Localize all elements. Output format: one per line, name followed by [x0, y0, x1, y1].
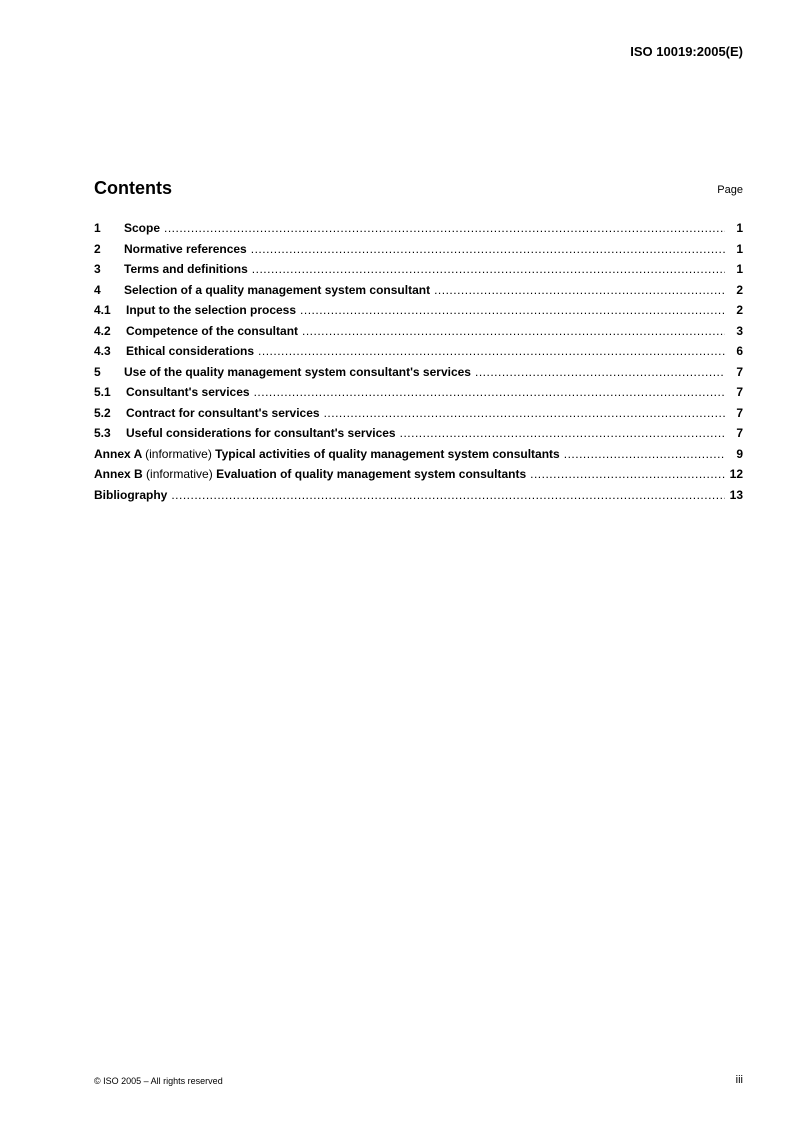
toc-entry-page: 2: [736, 282, 743, 297]
toc-entry-title: Useful considerations for consultant's services: [126, 426, 396, 440]
toc-entry-number: 3: [94, 262, 101, 276]
toc-entry-bibliography[interactable]: [94, 488, 743, 509]
footer-page-number: iii: [735, 1074, 743, 1086]
toc-entry-title: Input to the selection process: [126, 303, 297, 317]
toc-entry-annex-b[interactable]: [94, 467, 743, 488]
toc-entry-page: 7: [736, 405, 743, 420]
toc-entry-title: Terms and definitions: [124, 262, 248, 276]
toc-entry-number: 1: [94, 221, 101, 235]
toc-entry-number: 5: [94, 364, 101, 379]
table-of-contents: [94, 221, 743, 508]
toc-entry-title: Normative references: [124, 241, 247, 256]
dot-leader: [164, 221, 725, 235]
toc-entry-title: Contract for consultant's services: [126, 405, 320, 420]
toc-entry-page: 12: [729, 467, 743, 481]
dot-leader: [254, 385, 725, 399]
toc-entry-number: 4.1: [94, 303, 111, 317]
dot-leader: [251, 242, 725, 256]
toc-entry-number: 5.1: [94, 385, 111, 399]
toc-entry-input-to-selection[interactable]: [94, 303, 743, 324]
toc-entry-title: Typical activities of quality management system consultants: [215, 446, 560, 461]
dot-leader: [258, 344, 725, 358]
dot-leader: [564, 447, 725, 461]
toc-entry-page: 2: [736, 303, 743, 317]
dot-leader: [400, 426, 725, 440]
annex-label: Annex A: [94, 446, 142, 461]
toc-entry-normative-references[interactable]: [94, 242, 743, 263]
toc-entry-number: 4.2: [94, 323, 111, 338]
toc-entry-contract[interactable]: [94, 406, 743, 427]
annex-info: (informative): [145, 446, 212, 461]
annex-info: (informative): [146, 467, 213, 481]
toc-entry-selection-of-consultant[interactable]: [94, 283, 743, 304]
toc-entry-number: 4: [94, 282, 101, 297]
toc-entry-title: Evaluation of quality management system consultants: [216, 467, 527, 481]
toc-entry-page: 1: [736, 221, 743, 235]
dot-leader: [475, 365, 725, 379]
dot-leader: [300, 303, 725, 317]
dot-leader: [434, 283, 725, 297]
toc-entry-title: Scope: [124, 221, 161, 235]
toc-entry-competence[interactable]: [94, 324, 743, 345]
toc-entry-title: Ethical considerations: [126, 344, 255, 358]
toc-entry-title: Use of the quality management system consultant's services: [124, 364, 471, 379]
toc-entry-number: 5.2: [94, 405, 111, 420]
toc-entry-use-of-services[interactable]: [94, 365, 743, 386]
footer-copyright: © ISO 2005 – All rights reserved: [94, 1076, 223, 1086]
toc-entry-page: 6: [736, 344, 743, 358]
toc-entry-consultants-services[interactable]: [94, 385, 743, 406]
toc-entry-number: 5.3: [94, 426, 111, 440]
toc-entry-ethical-considerations[interactable]: [94, 344, 743, 365]
dot-leader: [302, 324, 725, 338]
toc-entry-page: 7: [736, 385, 743, 399]
toc-entry-page: 7: [736, 364, 743, 379]
page-column-label: Page: [717, 184, 743, 196]
toc-entry-number: 4.3: [94, 344, 111, 358]
toc-entry-title: Consultant's services: [126, 385, 250, 399]
toc-entry-page: 13: [729, 487, 743, 502]
dot-leader: [530, 467, 725, 481]
header-doc-code: ISO 10019:2005(E): [630, 44, 743, 59]
toc-entry-annex-a[interactable]: [94, 447, 743, 468]
toc-entry-number: 2: [94, 241, 101, 256]
toc-entry-page: 1: [736, 241, 743, 256]
toc-entry-page: 7: [736, 426, 743, 440]
toc-entry-page: 9: [736, 446, 743, 461]
contents-title: Contents: [94, 178, 172, 198]
toc-entry-useful-considerations[interactable]: [94, 426, 743, 447]
toc-entry-title: Competence of the consultant: [126, 323, 299, 338]
toc-entry-page: 3: [736, 323, 743, 338]
dot-leader: [252, 262, 725, 276]
annex-label: Annex B: [94, 467, 143, 481]
toc-entry-page: 1: [736, 262, 743, 276]
dot-leader: [324, 406, 725, 420]
toc-entry-title: Selection of a quality management system consultant: [124, 282, 431, 297]
toc-entry-scope[interactable]: [94, 221, 743, 242]
toc-entry-terms-and-definitions[interactable]: [94, 262, 743, 283]
toc-entry-title: Bibliography: [94, 487, 168, 502]
dot-leader: [171, 488, 725, 502]
